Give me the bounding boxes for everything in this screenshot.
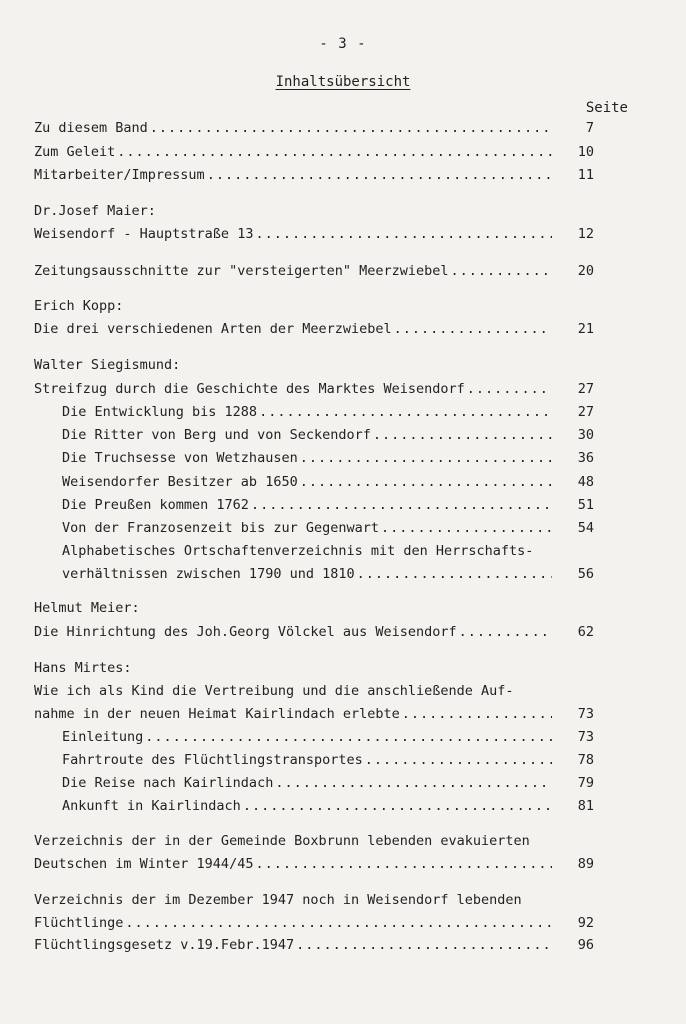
toc-entry-zeitungsausschnitte: Zeitungsausschnitte zur "versteigerten" Meerzwiebel ..... 20 [34, 263, 594, 279]
toc-entry-ankunft: Ankunft in Kairlindach ..... 81 [62, 798, 594, 814]
toc-entry-alphabetisch: verhältnissen zwischen 1790 und 1810 ..... 56 [62, 566, 594, 582]
toc-entry-dezember-line1: Verzeichnis der im Dezember 1947 noch in Weisendorf lebenden [34, 892, 522, 908]
toc-entry-fluechtlinge: Flüchtlinge ..... 92 [34, 915, 594, 931]
toc-entry-vertreibung: nahme in der neuen Heimat Kairlindach erlebte ..... 73 [34, 706, 594, 722]
toc-entry-boxbrunn-line1: Verzeichnis der in der Gemeinde Boxbrunn lebenden evakuierten [34, 833, 530, 849]
toc-entry-streifzug: Streifzug durch die Geschichte des Marktes Weisendorf ..... 27 [34, 381, 594, 397]
toc-author-helmut-meier: Helmut Meier: [34, 600, 140, 616]
seite-column-header: Seite [585, 100, 628, 116]
toc-author-mirtes: Hans Mirtes: [34, 660, 132, 676]
page-number: - 3 - [319, 36, 367, 52]
toc-author-kopp: Erich Kopp: [34, 298, 124, 314]
toc-entry-besitzer: Weisendorfer Besitzer ab 1650 ..... 48 [62, 474, 594, 490]
toc-entry-hinrichtung: Die Hinrichtung des Joh.Georg Völckel aus Weisendorf ..... 62 [34, 624, 594, 640]
toc-author-siegismund: Walter Siegismund: [34, 357, 181, 373]
toc-entry-mitarbeiter: Mitarbeiter/Impressum ..... 11 [34, 167, 594, 183]
toc-entry-zu-diesem-band: Zu diesem Band ..... 7 [34, 120, 594, 136]
toc-entry-gesetz: Flüchtlingsgesetz v.19.Febr.1947 ..... 96 [34, 937, 594, 953]
toc-author-maier: Dr.Josef Maier: [34, 203, 156, 219]
toc-entry-ritter: Die Ritter von Berg und von Seckendorf ..... 30 [62, 427, 594, 443]
toc-entry-boxbrunn: Deutschen im Winter 1944/45 ..... 89 [34, 856, 594, 872]
toc-entry-franzosenzeit: Von der Franzosenzeit bis zur Gegenwart ..... 54 [62, 520, 594, 536]
toc-entry-preussen: Die Preußen kommen 1762 ..... 51 [62, 497, 594, 513]
toc-entry-reise: Die Reise nach Kairlindach ..... 79 [62, 775, 594, 791]
toc-entry-entwicklung: Die Entwicklung bis 1288 ..... 27 [62, 404, 594, 420]
toc-entry-einleitung: Einleitung ..... 73 [62, 729, 594, 745]
toc-entry-zum-geleit: Zum Geleit ..... 10 [34, 144, 594, 160]
toc-entry-drei-arten: Die drei verschiedenen Arten der Meerzwiebel ..... 21 [34, 321, 594, 337]
toc-entry-hauptstrasse: Weisendorf - Hauptstraße 13 ..... 12 [34, 226, 594, 242]
toc-entry-alphabetisch-line1: Alphabetisches Ortschaftenverzeichnis mit den Herrschafts- [62, 543, 534, 559]
page-title: Inhaltsübersicht [275, 74, 411, 90]
toc-entry-truchsesse: Die Truchsesse von Wetzhausen ..... 36 [62, 450, 594, 466]
toc-entry-vertreibung-line1: Wie ich als Kind die Vertreibung und die anschließende Auf- [34, 683, 514, 699]
toc-entry-fahrtroute: Fahrtroute des Flüchtlingstransportes ..... 78 [62, 752, 594, 768]
